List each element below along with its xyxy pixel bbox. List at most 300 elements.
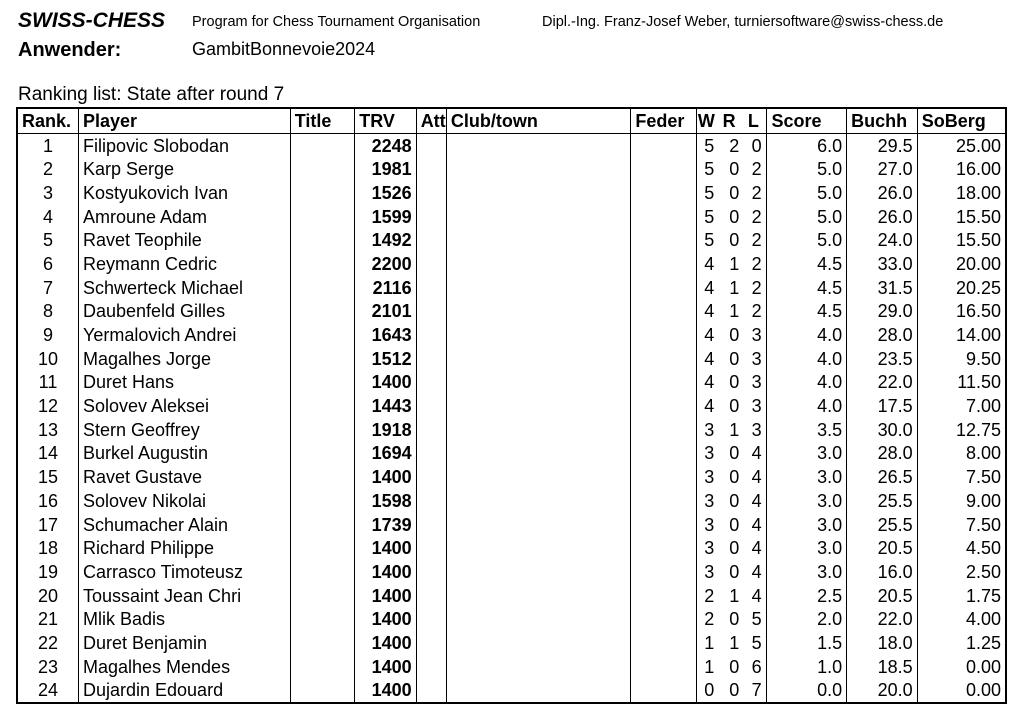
cell-trv: 1512	[355, 347, 416, 371]
cell-l: 3	[747, 371, 767, 395]
cell-buchh: 18.0	[847, 631, 918, 655]
cell-feder	[631, 181, 697, 205]
cell-r: 1	[729, 585, 740, 606]
header-att: Att	[416, 108, 446, 133]
cell-club	[446, 133, 630, 157]
cell-trv: 1694	[355, 442, 416, 466]
cell-title	[290, 679, 355, 704]
cell-score: 3.0	[767, 465, 847, 489]
cell-w: 5	[696, 157, 721, 181]
cell-player: Schwerteck Michael	[78, 276, 290, 300]
cell-trv: 1492	[355, 228, 416, 252]
cell-title	[290, 205, 355, 229]
table-row	[17, 489, 1006, 513]
cell-soberg: 4.50	[917, 536, 1006, 560]
cell-att	[416, 133, 446, 157]
user-label: Anwender:	[18, 39, 122, 61]
cell-player: Karp Serge	[78, 157, 290, 181]
cell-r: 0	[729, 443, 740, 464]
cell-buchh: 26.5	[847, 465, 918, 489]
header-r: R	[722, 108, 747, 133]
cell-w: 4	[696, 323, 721, 347]
cell-feder	[631, 513, 697, 537]
cell-title	[290, 513, 355, 537]
cell-buchh: 20.5	[847, 584, 918, 608]
cell-l: 3	[747, 418, 767, 442]
cell-l: 4	[747, 536, 767, 560]
cell-rank: 1	[17, 133, 78, 157]
header-l: L	[747, 108, 767, 133]
cell-soberg: 1.25	[917, 631, 1006, 655]
cell-rank: 22	[17, 631, 78, 655]
cell-feder	[631, 418, 697, 442]
cell-trv: 1400	[355, 679, 416, 704]
cell-l: 0	[747, 133, 767, 157]
cell-title	[290, 607, 355, 631]
cell-l: 5	[747, 607, 767, 631]
cell-trv: 2200	[355, 252, 416, 276]
cell-soberg: 4.00	[917, 607, 1006, 631]
cell-att	[416, 323, 446, 347]
cell-player: Yermalovich Andrei	[78, 323, 290, 347]
cell-title	[290, 655, 355, 679]
cell-att	[416, 276, 446, 300]
cell-trv: 1598	[355, 489, 416, 513]
table-row	[17, 418, 1006, 442]
cell-w: 4	[696, 394, 721, 418]
cell-rank: 11	[17, 371, 78, 395]
cell-feder	[631, 631, 697, 655]
cell-title	[290, 584, 355, 608]
header-title: Title	[290, 108, 355, 133]
cell-rank: 5	[17, 228, 78, 252]
cell-rank: 9	[17, 323, 78, 347]
cell-rank: 8	[17, 300, 78, 324]
cell-rank: 14	[17, 442, 78, 466]
cell-feder	[631, 607, 697, 631]
cell-w: 4	[696, 252, 721, 276]
cell-club	[446, 347, 630, 371]
cell-feder	[631, 252, 697, 276]
cell-title	[290, 181, 355, 205]
cell-att	[416, 300, 446, 324]
cell-att	[416, 394, 446, 418]
cell-club	[446, 276, 630, 300]
cell-player: Schumacher Alain	[78, 513, 290, 537]
cell-feder	[631, 347, 697, 371]
cell-soberg: 1.75	[917, 584, 1006, 608]
cell-club	[446, 300, 630, 324]
cell-feder	[631, 465, 697, 489]
cell-r: 0	[729, 656, 740, 677]
cell-buchh: 18.5	[847, 655, 918, 679]
cell-trv: 2248	[355, 133, 416, 157]
cell-score: 0.0	[767, 679, 847, 704]
cell-player: Dujardin Edouard	[78, 679, 290, 704]
cell-score: 4.0	[767, 371, 847, 395]
cell-w: 4	[696, 371, 721, 395]
cell-score: 4.5	[767, 276, 847, 300]
cell-l: 2	[747, 205, 767, 229]
cell-buchh: 25.5	[847, 513, 918, 537]
cell-w: 1	[696, 631, 721, 655]
cell-title	[290, 536, 355, 560]
cell-soberg: 16.50	[917, 300, 1006, 324]
cell-att	[416, 442, 446, 466]
cell-club	[446, 418, 630, 442]
cell-player: Filipovic Slobodan	[78, 133, 290, 157]
cell-rank: 23	[17, 655, 78, 679]
cell-club	[446, 465, 630, 489]
cell-buchh: 26.0	[847, 181, 918, 205]
cell-feder	[631, 371, 697, 395]
cell-player: Solovev Nikolai	[78, 489, 290, 513]
cell-feder	[631, 394, 697, 418]
cell-title	[290, 418, 355, 442]
cell-rank: 24	[17, 679, 78, 704]
cell-l: 2	[747, 181, 767, 205]
cell-buchh: 28.0	[847, 442, 918, 466]
cell-r: 0	[729, 372, 740, 393]
cell-rank: 7	[17, 276, 78, 300]
cell-club	[446, 442, 630, 466]
cell-buchh: 22.0	[847, 371, 918, 395]
cell-player: Amroune Adam	[78, 205, 290, 229]
cell-score: 2.5	[767, 584, 847, 608]
cell-club	[446, 655, 630, 679]
table-row	[17, 584, 1006, 608]
cell-score: 5.0	[767, 181, 847, 205]
cell-w: 5	[696, 133, 721, 157]
cell-att	[416, 465, 446, 489]
cell-trv: 2101	[355, 300, 416, 324]
cell-score: 3.5	[767, 418, 847, 442]
user-value: GambitBonnevoie2024	[192, 39, 376, 59]
cell-soberg: 12.75	[917, 418, 1006, 442]
cell-l: 4	[747, 513, 767, 537]
table-row	[17, 631, 1006, 655]
cell-title	[290, 157, 355, 181]
cell-player: Daubenfeld Gilles	[78, 300, 290, 324]
cell-title	[290, 323, 355, 347]
cell-r: 0	[729, 561, 740, 582]
cell-buchh: 31.5	[847, 276, 918, 300]
cell-player: Ravet Teophile	[78, 228, 290, 252]
cell-title	[290, 228, 355, 252]
cell-buchh: 33.0	[847, 252, 918, 276]
cell-att	[416, 371, 446, 395]
cell-rank: 21	[17, 607, 78, 631]
cell-score: 4.5	[767, 300, 847, 324]
cell-buchh: 29.0	[847, 300, 918, 324]
table-row	[17, 157, 1006, 181]
table-row	[17, 655, 1006, 679]
header-player: Player	[78, 108, 290, 133]
cell-player: Burkel Augustin	[78, 442, 290, 466]
cell-score: 1.5	[767, 631, 847, 655]
cell-player: Duret Benjamin	[78, 631, 290, 655]
cell-score: 3.0	[767, 442, 847, 466]
header-trv: TRV	[355, 108, 416, 133]
cell-r: 0	[729, 230, 740, 251]
cell-soberg: 15.50	[917, 205, 1006, 229]
cell-trv: 1739	[355, 513, 416, 537]
cell-soberg: 18.00	[917, 181, 1006, 205]
table-row	[17, 323, 1006, 347]
cell-club	[446, 679, 630, 704]
header-w: W	[696, 108, 721, 133]
table-row	[17, 513, 1006, 537]
cell-l: 4	[747, 489, 767, 513]
cell-buchh: 24.0	[847, 228, 918, 252]
cell-w: 4	[696, 347, 721, 371]
cell-soberg: 11.50	[917, 371, 1006, 395]
cell-w: 2	[696, 584, 721, 608]
cell-player: Solovev Aleksei	[78, 394, 290, 418]
cell-club	[446, 607, 630, 631]
cell-club	[446, 560, 630, 584]
cell-soberg: 9.00	[917, 489, 1006, 513]
cell-soberg: 0.00	[917, 679, 1006, 704]
cell-r: 1	[729, 301, 740, 322]
cell-buchh: 26.0	[847, 205, 918, 229]
cell-buchh: 25.5	[847, 489, 918, 513]
cell-l: 4	[747, 442, 767, 466]
table-row	[17, 228, 1006, 252]
cell-trv: 1643	[355, 323, 416, 347]
cell-buchh: 23.5	[847, 347, 918, 371]
cell-score: 3.0	[767, 536, 847, 560]
cell-r: 0	[729, 159, 740, 180]
cell-soberg: 20.25	[917, 276, 1006, 300]
cell-buchh: 28.0	[847, 323, 918, 347]
cell-trv: 1400	[355, 465, 416, 489]
cell-club	[446, 371, 630, 395]
header-rank: Rank.	[17, 108, 78, 133]
cell-buchh: 22.0	[847, 607, 918, 631]
cell-r: 1	[729, 277, 740, 298]
cell-score: 4.5	[767, 252, 847, 276]
cell-soberg: 14.00	[917, 323, 1006, 347]
cell-rank: 3	[17, 181, 78, 205]
cell-w: 3	[696, 489, 721, 513]
cell-r: 0	[729, 396, 740, 417]
cell-player: Reymann Cedric	[78, 252, 290, 276]
cell-w: 0	[696, 679, 721, 704]
table-row	[17, 679, 1006, 704]
cell-att	[416, 252, 446, 276]
cell-rank: 2	[17, 157, 78, 181]
cell-rank: 16	[17, 489, 78, 513]
cell-w: 1	[696, 655, 721, 679]
cell-feder	[631, 655, 697, 679]
author-contact: Dipl.-Ing. Franz-Josef Weber, turniersoftware@swiss-chess.de	[542, 14, 944, 30]
cell-r: 0	[729, 467, 740, 488]
cell-feder	[631, 679, 697, 704]
cell-r: 1	[729, 632, 740, 653]
cell-score: 6.0	[767, 133, 847, 157]
cell-soberg: 2.50	[917, 560, 1006, 584]
cell-trv: 1981	[355, 157, 416, 181]
cell-soberg: 0.00	[917, 655, 1006, 679]
cell-soberg: 8.00	[917, 442, 1006, 466]
cell-player: Magalhes Jorge	[78, 347, 290, 371]
cell-rank: 6	[17, 252, 78, 276]
cell-l: 2	[747, 276, 767, 300]
cell-score: 1.0	[767, 655, 847, 679]
table-row	[17, 371, 1006, 395]
cell-soberg: 7.00	[917, 394, 1006, 418]
cell-att	[416, 655, 446, 679]
cell-score: 4.0	[767, 394, 847, 418]
cell-r: 2	[729, 135, 740, 156]
cell-club	[446, 205, 630, 229]
table-row	[17, 252, 1006, 276]
cell-title	[290, 394, 355, 418]
cell-score: 3.0	[767, 513, 847, 537]
header-club: Club/town	[446, 108, 630, 133]
cell-trv: 1400	[355, 371, 416, 395]
cell-att	[416, 513, 446, 537]
table-row	[17, 536, 1006, 560]
cell-l: 2	[747, 157, 767, 181]
cell-club	[446, 394, 630, 418]
cell-soberg: 20.00	[917, 252, 1006, 276]
cell-w: 4	[696, 300, 721, 324]
cell-w: 3	[696, 513, 721, 537]
cell-l: 3	[747, 347, 767, 371]
cell-l: 6	[747, 655, 767, 679]
cell-r: 0	[729, 325, 740, 346]
cell-att	[416, 679, 446, 704]
cell-att	[416, 181, 446, 205]
cell-buchh: 17.5	[847, 394, 918, 418]
cell-trv: 1400	[355, 655, 416, 679]
cell-r: 0	[729, 348, 740, 369]
cell-rank: 18	[17, 536, 78, 560]
cell-player: Toussaint Jean Chri	[78, 584, 290, 608]
cell-player: Carrasco Timoteusz	[78, 560, 290, 584]
cell-att	[416, 631, 446, 655]
cell-r: 0	[729, 514, 740, 535]
cell-trv: 1400	[355, 631, 416, 655]
cell-trv: 1443	[355, 394, 416, 418]
cell-soberg: 7.50	[917, 513, 1006, 537]
header-score: Score	[767, 108, 847, 133]
cell-title	[290, 347, 355, 371]
cell-l: 5	[747, 631, 767, 655]
cell-feder	[631, 300, 697, 324]
ranking-table	[16, 107, 1007, 704]
cell-l: 4	[747, 560, 767, 584]
cell-l: 2	[747, 228, 767, 252]
cell-rank: 4	[17, 205, 78, 229]
cell-r: 1	[729, 253, 740, 274]
cell-w: 5	[696, 205, 721, 229]
cell-w: 2	[696, 607, 721, 631]
cell-player: Kostyukovich Ivan	[78, 181, 290, 205]
cell-club	[446, 157, 630, 181]
cell-score: 4.0	[767, 347, 847, 371]
cell-feder	[631, 536, 697, 560]
cell-trv: 1918	[355, 418, 416, 442]
cell-rank: 12	[17, 394, 78, 418]
table-row	[17, 205, 1006, 229]
cell-score: 5.0	[767, 157, 847, 181]
cell-score: 4.0	[767, 323, 847, 347]
cell-title	[290, 465, 355, 489]
cell-w: 3	[696, 560, 721, 584]
cell-club	[446, 228, 630, 252]
cell-score: 5.0	[767, 205, 847, 229]
cell-feder	[631, 323, 697, 347]
header-soberg: SoBerg	[917, 108, 1006, 133]
cell-r: 0	[729, 609, 740, 630]
cell-att	[416, 418, 446, 442]
cell-l: 4	[747, 584, 767, 608]
cell-player: Ravet Gustave	[78, 465, 290, 489]
cell-feder	[631, 442, 697, 466]
cell-rank: 19	[17, 560, 78, 584]
cell-w: 3	[696, 536, 721, 560]
cell-att	[416, 205, 446, 229]
cell-trv: 1400	[355, 584, 416, 608]
cell-feder	[631, 133, 697, 157]
cell-trv: 2116	[355, 276, 416, 300]
cell-r: 0	[729, 206, 740, 227]
cell-feder	[631, 560, 697, 584]
app-name: SWISS-CHESS	[18, 9, 166, 32]
cell-feder	[631, 584, 697, 608]
cell-title	[290, 560, 355, 584]
cell-w: 3	[696, 442, 721, 466]
cell-r: 1	[729, 419, 740, 440]
cell-l: 7	[747, 679, 767, 704]
cell-score: 2.0	[767, 607, 847, 631]
cell-trv: 1400	[355, 607, 416, 631]
cell-score: 5.0	[767, 228, 847, 252]
cell-score: 3.0	[767, 560, 847, 584]
cell-rank: 17	[17, 513, 78, 537]
cell-title	[290, 631, 355, 655]
ranking-list-title: Ranking list: State after round 7	[18, 84, 285, 105]
cell-l: 4	[747, 465, 767, 489]
table-row	[17, 607, 1006, 631]
cell-att	[416, 157, 446, 181]
cell-title	[290, 133, 355, 157]
cell-feder	[631, 228, 697, 252]
cell-trv: 1526	[355, 181, 416, 205]
cell-title	[290, 371, 355, 395]
cell-player: Stern Geoffrey	[78, 418, 290, 442]
cell-club	[446, 181, 630, 205]
cell-rank: 10	[17, 347, 78, 371]
cell-att	[416, 536, 446, 560]
cell-att	[416, 228, 446, 252]
table-header-row	[17, 108, 1006, 133]
cell-att	[416, 607, 446, 631]
cell-club	[446, 536, 630, 560]
cell-w: 5	[696, 228, 721, 252]
cell-att	[416, 347, 446, 371]
table-row	[17, 465, 1006, 489]
program-description: Program for Chess Tournament Organisation	[192, 14, 481, 30]
cell-player: Richard Philippe	[78, 536, 290, 560]
cell-w: 3	[696, 465, 721, 489]
header-feder: Feder	[631, 108, 697, 133]
cell-soberg: 16.00	[917, 157, 1006, 181]
cell-buchh: 30.0	[847, 418, 918, 442]
